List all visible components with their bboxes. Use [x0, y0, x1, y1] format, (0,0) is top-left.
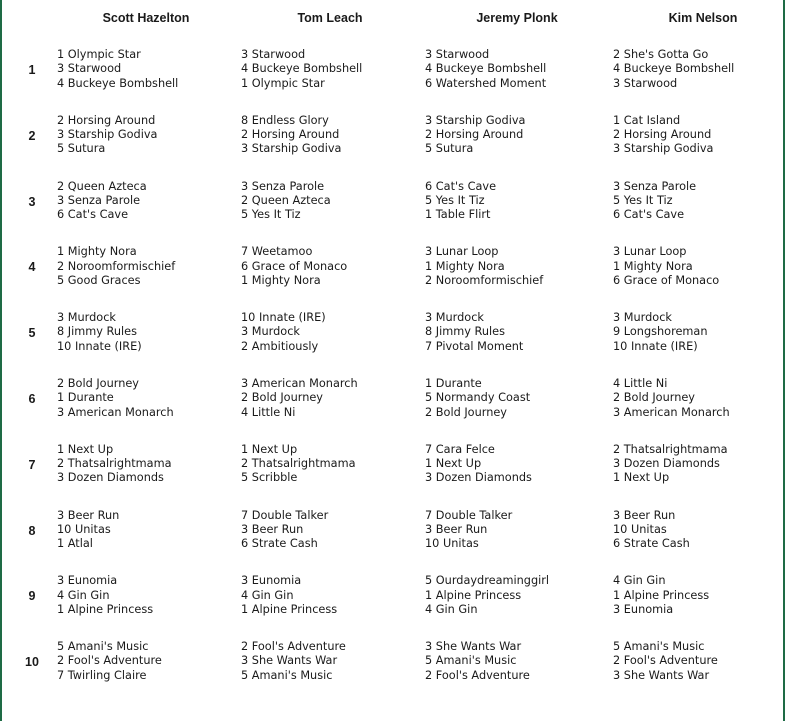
picks-scott-hazelton — [57, 574, 153, 617]
pick-entry: 2 Queen Azteca — [241, 193, 331, 207]
pick-entry: 2 Horsing Around — [57, 113, 156, 127]
pick-entry: 3 Senza Parole — [613, 179, 697, 193]
race-number: 3 — [28, 194, 36, 209]
pick-entry: 7 Cara Felce — [425, 442, 495, 456]
pick-entry: 3 Starwood — [425, 48, 490, 61]
pick-entry: 2 Fool's Adventure — [57, 654, 162, 668]
race-row — [0, 443, 785, 487]
pick-entry: 2 Queen Azteca — [57, 179, 147, 193]
pick-entry: 3 Eunomia — [613, 602, 674, 616]
picks-kim-nelson — [613, 640, 718, 683]
pick-entry: 6 Cat's Cave — [613, 208, 685, 222]
pick-entry: 6 Grace of Monaco — [613, 273, 720, 287]
picks-tom-leach — [241, 245, 347, 288]
picks-scott-hazelton — [57, 377, 174, 420]
pick-entry: 2 Thatsalrightmama — [241, 457, 356, 471]
pick-entry: 4 Little Ni — [241, 405, 296, 419]
pick-entry: 3 Beer Run — [613, 508, 676, 522]
pick-entry: 5 Sutura — [57, 142, 106, 156]
pick-entry: 5 Normandy Coast — [425, 391, 531, 405]
race-row — [0, 574, 785, 618]
pick-entry: 3 She Wants War — [613, 668, 710, 682]
pick-entry: 2 Ambitiously — [241, 339, 319, 353]
pick-entry: 2 Noroomformischief — [425, 273, 544, 287]
picks-jeremy-plonk — [425, 180, 496, 223]
pick-entry: 7 Weetamoo — [241, 245, 313, 259]
pick-entry: 2 Bold Journey — [613, 391, 695, 405]
picks-kim-nelson — [613, 311, 708, 354]
picks-tom-leach — [241, 48, 362, 91]
expert-header-row — [0, 10, 785, 26]
race-number: 8 — [28, 523, 36, 538]
picks-scott-hazelton — [57, 48, 178, 91]
pick-entry: 3 Starship Godiva — [425, 113, 526, 127]
pick-entry: 4 Little Ni — [613, 377, 668, 390]
pick-entry: 8 Jimmy Rules — [57, 325, 138, 339]
pick-entry: 3 Starship Godiva — [613, 142, 714, 156]
pick-entry: 1 Alpine Princess — [241, 602, 338, 616]
pick-entry: 7 Double Talker — [425, 508, 513, 522]
pick-entry: 2 Fool's Adventure — [425, 668, 530, 682]
pick-entry: 3 She Wants War — [425, 640, 522, 654]
pick-entry: 5 Sutura — [425, 142, 474, 156]
picks-jeremy-plonk — [425, 48, 546, 91]
pick-entry: 10 Innate (IRE) — [241, 311, 326, 325]
pick-entry: 3 Starwood — [241, 48, 306, 61]
pick-entry: 10 Unitas — [613, 522, 667, 536]
pick-entry: 6 Strate Cash — [241, 537, 318, 551]
race-number: 9 — [28, 589, 36, 604]
pick-entry: 3 Murdock — [425, 311, 484, 325]
race-row — [0, 245, 785, 289]
pick-entry: 1 Cat Island — [613, 113, 681, 127]
expert-name-kim-nelson: Kim Nelson — [668, 11, 738, 25]
pick-entry: 5 Amani's Music — [425, 654, 517, 668]
pick-entry: 1 Alpine Princess — [613, 588, 710, 602]
pick-entry: 8 Endless Glory — [241, 113, 329, 127]
pick-entry: 6 Cat's Cave — [57, 208, 129, 222]
race-row — [0, 509, 785, 553]
picks-tom-leach — [241, 640, 346, 683]
pick-entry: 3 Starwood — [613, 76, 678, 90]
race-number: 2 — [28, 128, 36, 143]
pick-entry: 4 Buckeye Bombshell — [241, 62, 363, 76]
picks-kim-nelson — [613, 443, 728, 486]
pick-entry: 5 Amani's Music — [613, 640, 705, 654]
picks-kim-nelson — [613, 509, 690, 552]
pick-entry: 1 Next Up — [425, 457, 482, 471]
pick-entry: 3 Dozen Diamonds — [57, 471, 164, 485]
pick-entry: 1 Atlal — [57, 537, 93, 551]
pick-entry: 3 Senza Parole — [57, 193, 141, 207]
picks-tom-leach — [241, 574, 337, 617]
pick-entry: 3 Starwood — [57, 62, 122, 76]
pick-entry: 2 Horsing Around — [425, 128, 524, 142]
race-row — [0, 640, 785, 684]
pick-entry: 4 Gin Gin — [241, 588, 294, 602]
pick-entry: 1 Mighty Nora — [425, 259, 505, 273]
pick-entry: 6 Strate Cash — [613, 537, 690, 551]
pick-entry: 3 Beer Run — [241, 522, 304, 536]
pick-entry: 2 Bold Journey — [425, 405, 507, 419]
pick-entry: 3 Starship Godiva — [57, 128, 158, 142]
race-row — [0, 311, 785, 355]
pick-entry: 6 Grace of Monaco — [241, 259, 348, 273]
pick-entry: 2 Fool's Adventure — [613, 654, 718, 668]
race-number: 6 — [28, 392, 36, 406]
pick-entry: 3 Eunomia — [241, 574, 302, 588]
pick-entry: 3 American Monarch — [613, 405, 730, 419]
pick-entry: 5 Good Graces — [57, 273, 141, 287]
pick-entry: 6 Watershed Moment — [425, 76, 547, 90]
race-row — [0, 377, 785, 421]
picks-kim-nelson — [613, 574, 709, 617]
pick-entry: 5 Amani's Music — [57, 640, 149, 654]
race-number: 4 — [28, 260, 36, 275]
pick-entry: 1 Durante — [425, 377, 482, 390]
picks-scott-hazelton — [57, 311, 142, 354]
expert-name-scott-hazelton: Scott Hazelton — [102, 11, 190, 25]
picks-tom-leach — [241, 114, 341, 157]
pick-entry: 1 Alpine Princess — [57, 602, 154, 616]
pick-entry: 2 Thatsalrightmama — [57, 457, 172, 471]
picks-tom-leach — [241, 509, 328, 552]
picks-jeremy-plonk — [425, 640, 530, 683]
picks-scott-hazelton — [57, 443, 172, 486]
pick-entry: 3 Starship Godiva — [241, 142, 342, 156]
pick-entry: 3 Senza Parole — [241, 179, 325, 193]
pick-entry: 5 Scribble — [241, 471, 298, 485]
picks-kim-nelson — [613, 377, 730, 420]
pick-entry: 2 Bold Journey — [241, 391, 323, 405]
pick-entry: 6 Cat's Cave — [425, 179, 497, 193]
race-row — [0, 48, 785, 92]
pick-entry: 3 Dozen Diamonds — [613, 457, 720, 471]
pick-entry: 1 Next Up — [57, 442, 114, 456]
pick-entry: 4 Buckeye Bombshell — [57, 76, 179, 90]
race-number: 1 — [28, 63, 36, 77]
pick-entry: 5 Yes It Tiz — [241, 208, 301, 222]
pick-entry: 3 Lunar Loop — [613, 245, 687, 259]
picks-jeremy-plonk — [425, 509, 512, 552]
pick-entry: 4 Buckeye Bombshell — [425, 62, 547, 76]
pick-entry: 7 Double Talker — [241, 508, 329, 522]
pick-entry: 2 Fool's Adventure — [241, 640, 346, 654]
pick-entry: 3 Eunomia — [57, 574, 118, 588]
pick-entry: 1 Olympic Star — [241, 76, 325, 90]
expert-name-jeremy-plonk: Jeremy Plonk — [476, 11, 558, 25]
pick-entry: 5 Yes It Tiz — [425, 193, 485, 207]
picks-scott-hazelton — [57, 640, 162, 683]
pick-entry: 1 Next Up — [241, 442, 298, 456]
pick-entry: 4 Gin Gin — [57, 588, 110, 602]
picks-kim-nelson — [613, 180, 696, 223]
pick-entry: 2 Noroomformischief — [57, 259, 176, 273]
pick-entry: 3 Beer Run — [425, 522, 488, 536]
pick-entry: 10 Unitas — [57, 522, 111, 536]
pick-entry: 4 Buckeye Bombshell — [613, 62, 735, 76]
picks-kim-nelson — [613, 48, 734, 91]
pick-entry: 1 Mighty Nora — [241, 273, 321, 287]
race-number: 7 — [28, 457, 36, 472]
picks-scott-hazelton — [57, 245, 175, 288]
pick-entry: 3 Beer Run — [57, 508, 120, 522]
pick-entry: 2 Thatsalrightmama — [613, 442, 728, 456]
picks-jeremy-plonk — [425, 245, 543, 288]
pick-entry: 4 Gin Gin — [425, 602, 478, 616]
pick-entry: 3 Murdock — [57, 311, 116, 325]
pick-entry: 3 American Monarch — [57, 405, 174, 419]
pick-entry: 5 Ourdaydreaminggirl — [425, 574, 550, 588]
pick-entry: 3 American Monarch — [241, 377, 358, 390]
pick-entry: 5 Amani's Music — [241, 668, 333, 682]
race-number: 5 — [28, 326, 36, 341]
picks-jeremy-plonk — [425, 311, 523, 354]
pick-entry: 7 Twirling Claire — [57, 668, 147, 682]
pick-entry: 2 She's Gotta Go — [613, 48, 709, 61]
pick-entry: 3 Dozen Diamonds — [425, 471, 532, 485]
pick-entry: 1 Mighty Nora — [613, 259, 693, 273]
picks-jeremy-plonk — [425, 114, 525, 157]
picks-kim-nelson — [613, 245, 719, 288]
pick-entry: 2 Horsing Around — [613, 128, 712, 142]
picks-scott-hazelton — [57, 509, 119, 552]
pick-entry: 9 Longshoreman — [613, 325, 708, 339]
pick-entry: 1 Durante — [57, 391, 114, 405]
picks-jeremy-plonk — [425, 574, 549, 617]
expert-name-tom-leach: Tom Leach — [297, 11, 363, 25]
pick-entry: 3 Murdock — [613, 311, 672, 325]
pick-entry: 10 Innate (IRE) — [613, 339, 698, 353]
pick-entry: 2 Horsing Around — [241, 128, 340, 142]
pick-entry: 3 Murdock — [241, 325, 300, 339]
picks-jeremy-plonk — [425, 443, 532, 486]
pick-entry: 1 Olympic Star — [57, 48, 141, 61]
pick-entry: 3 She Wants War — [241, 654, 338, 668]
picks-tom-leach — [241, 311, 326, 354]
picks-scott-hazelton — [57, 114, 157, 157]
pick-entry: 1 Mighty Nora — [57, 245, 137, 259]
race-row — [0, 114, 785, 158]
pick-entry: 8 Jimmy Rules — [425, 325, 506, 339]
pick-entry: 10 Innate (IRE) — [57, 339, 142, 353]
picks-kim-nelson — [613, 114, 713, 157]
picks-tom-leach — [241, 180, 331, 223]
race-number: 10 — [25, 655, 39, 670]
picks-tom-leach — [241, 377, 358, 420]
pick-entry: 4 Gin Gin — [613, 574, 666, 588]
pick-entry: 10 Unitas — [425, 537, 479, 551]
pick-entry: 3 Lunar Loop — [425, 245, 499, 259]
pick-entry: 2 Bold Journey — [57, 377, 139, 390]
pick-entry: 7 Pivotal Moment — [425, 339, 524, 353]
pick-entry: 1 Table Flirt — [425, 208, 491, 222]
pick-entry: 1 Next Up — [613, 471, 670, 485]
race-row — [0, 180, 785, 224]
picks-jeremy-plonk — [425, 377, 530, 420]
picks-tom-leach — [241, 443, 356, 486]
pick-entry: 5 Yes It Tiz — [613, 193, 673, 207]
pick-entry: 1 Alpine Princess — [425, 588, 522, 602]
picks-scott-hazelton — [57, 180, 147, 223]
